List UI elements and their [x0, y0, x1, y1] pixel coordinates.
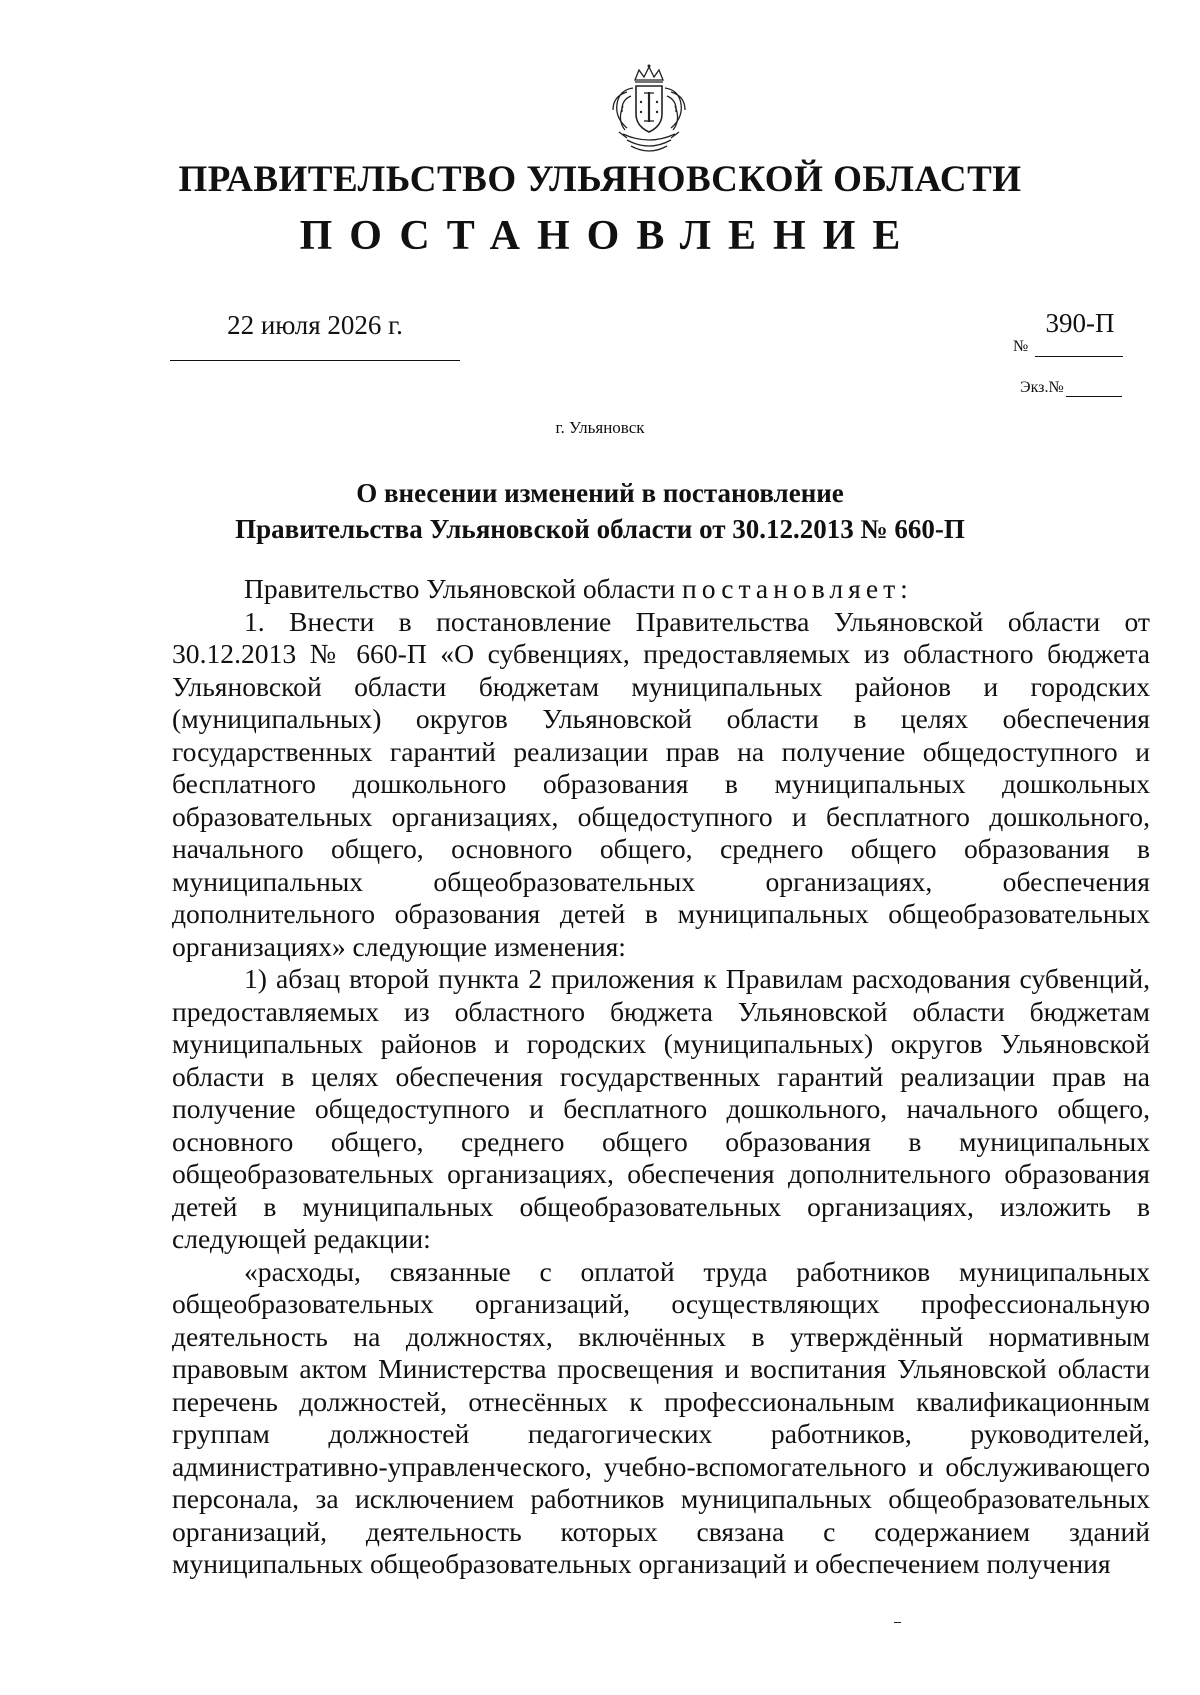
document-type-title: ПОСТАНОВЛЕНИЕ: [299, 213, 918, 259]
copy-number-label: Экз.№: [1020, 379, 1064, 396]
government-title: ПРАВИТЕЛЬСТВО УЛЬЯНОВСКОЙ ОБЛАСТИ: [178, 159, 1022, 200]
city: г. Ульяновск: [555, 418, 645, 437]
decree-body: [172, 573, 1150, 1581]
paragraph-3: «расходы, связанные с оплатой труда работников муниципальных общеобразовательных организаций, осуществляющих профессиональную деятельность на должностях, включённых в утверждённый нормативным правовым актом Министерства просвещения и воспитания Ульяновской области перечень должностей, отнесённых к профессиональным квалификационным группам должностей педагогических работников, руководителей, административно-управленческого, учебно-вспомогательного и обслуживающего персонала, за исключением работников муниципальных общеобразовательных организаций, деятельность которых связана с содержанием зданий муниципальных общеобразовательных организаций и обеспечением получения: [172, 1255, 1150, 1579]
date-underline: [170, 360, 460, 361]
intro-verb: постановляет:: [682, 573, 913, 604]
paragraph-2: 1) абзац второй пункта 2 приложения к Правилам расходования субвенций, предоставляемых из областного бюджета Ульяновской области бюджетам муниципальных районов и городских (муниципальных) округов Ульяновской области в целях обеспечения государственных гарантий реализации прав на получение общедоступного и бесплатного дошкольного, начального общего, основного общего, среднего общего образования в муниципальных общеобразовательных организациях, обеспечения дополнительного образования детей в муниципальных общеобразовательных организациях, изложить в следующей редакции:: [172, 963, 1150, 1254]
subject-line-1: О внесении изменений в постановление: [356, 478, 844, 508]
number-underline: [1035, 356, 1123, 357]
copy-number-underline: [1066, 396, 1122, 397]
decree-number: 390-П: [1045, 308, 1115, 338]
decree-date: 22 июля 2026 г.: [227, 310, 403, 340]
page-mark: [894, 1622, 901, 1623]
intro-prefix: Правительство Ульяновской области: [244, 573, 683, 604]
subject-line-2: Правительства Ульяновской области от 30.12.2013 № 660-П: [235, 514, 965, 544]
coat-of-arms-emblem: [605, 62, 693, 162]
decree-subject: [0, 475, 1200, 547]
intro-paragraph: [172, 573, 1150, 606]
number-label: №: [1013, 338, 1029, 355]
paragraph-1: 1. Внести в постановление Правительства Ульяновской области от 30.12.2013 № 660-П «О субвенциях, предоставляемых из областного бюджета Ульяновской области бюджетам муниципальных районов и городских (муниципальных) округов Ульяновской области в целях обеспечения государственных гарантий реализации прав на получение общедоступного и бесплатного дошкольного образования в муниципальных дошкольных образовательных организациях, общедоступного и бесплатного дошкольного, начального общего, основного общего, среднего общего образования в муниципальных общеобразовательных организациях, обеспечения дополнительного образования детей в муниципальных общеобразовательных организациях» следующие изменения:: [172, 605, 1150, 962]
